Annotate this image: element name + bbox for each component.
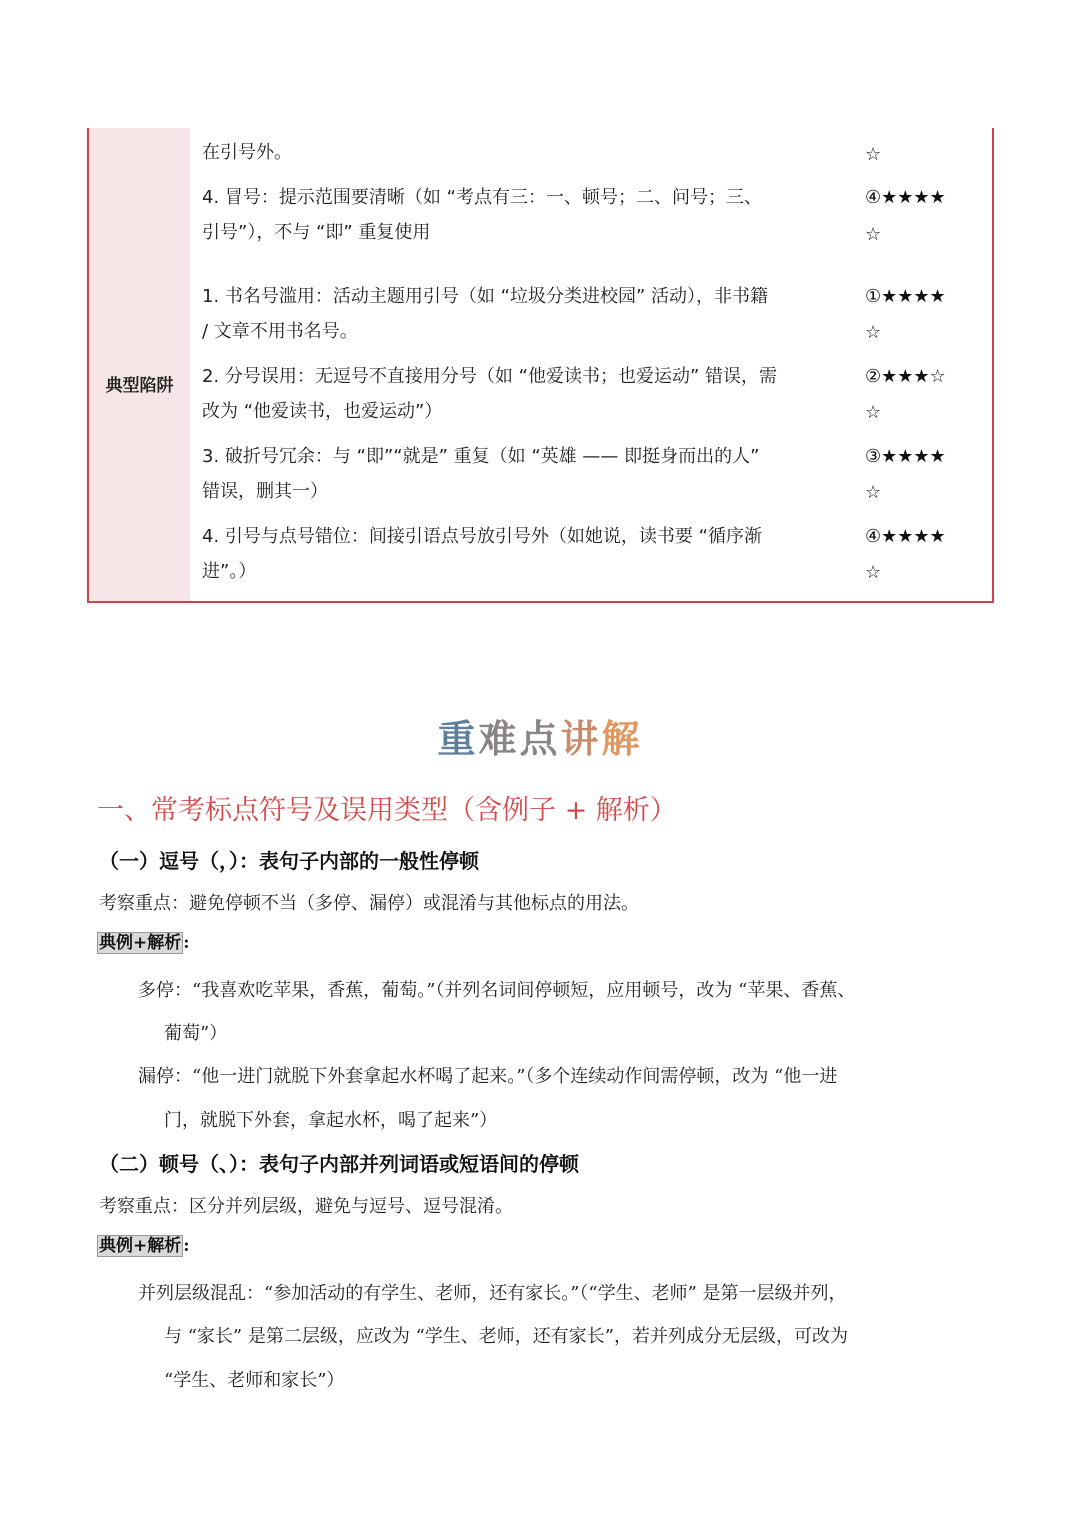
focus-comma: 考察重点：避免停顿不当（多停、漏停）或混淆与其他标点的用法。 xyxy=(99,893,639,914)
example-line: 门，就脱下外套，拿起水杯，喝了起来”） xyxy=(164,1110,498,1131)
table-line: / 文章不用书名号。 xyxy=(202,321,358,342)
title-char: 重 xyxy=(437,717,479,761)
table-line: 错误，删其一） xyxy=(202,481,328,502)
rating: ☆ xyxy=(865,402,882,423)
rating: ④★★★★ xyxy=(865,526,946,547)
title-char: 难 xyxy=(478,717,520,761)
punctuation-table xyxy=(87,128,994,603)
table-line: 2. 分号误用：无逗号不直接用分号（如 “他爱读书；也爱运动” 错误，需 xyxy=(202,366,777,387)
heading-dun: （二）顿号（、）：表句子内部并列词语或短语间的停顿 xyxy=(99,1152,579,1176)
example-line: 与 “家长” 是第二层级，应改为 “学生、老师，还有家长”，若并列成分无层级，可改为 xyxy=(164,1326,848,1347)
rating: ③★★★★ xyxy=(865,446,946,467)
example-tag-colon: : xyxy=(183,933,190,953)
title-char: 讲 xyxy=(560,717,602,761)
rating: ②★★★☆ xyxy=(865,366,946,387)
example-tag xyxy=(97,931,190,955)
table-line: 4. 引号与点号错位：间接引语点号放引号外（如她说，读书要 “循序渐 xyxy=(202,526,762,547)
table-line: 1. 书名号滥用：活动主题用引号（如 “垃圾分类进校园” 活动），非书籍 xyxy=(202,286,768,307)
table-line: 进”。） xyxy=(202,561,257,582)
table-line: 4. 冒号：提示范围要清晰（如 “考点有三：一、顿号；二、问号；三、 xyxy=(202,187,762,208)
title-char: 点 xyxy=(519,717,561,761)
traps-label: 典型陷阱 xyxy=(105,376,174,396)
example-tag-label: 典例+解析 xyxy=(99,1236,182,1256)
example-line: 并列层级混乱：“参加活动的有学生、老师，还有家长。”（“学生、老师” 是第一层级并列， xyxy=(138,1283,847,1304)
table-line: 在引号外。 xyxy=(202,142,292,163)
example-tag xyxy=(97,1234,190,1258)
table-line: 3. 破折号冗余：与 “即”“就是” 重复（如 “英雄 —— 即挺身而出的人” xyxy=(202,446,760,467)
section-title xyxy=(0,708,1080,763)
example-line: “学生、老师和家长”） xyxy=(164,1370,345,1391)
table-label-cell xyxy=(89,259,190,601)
example-line: 漏停：“他一进门就脱下外套拿起水杯喝了起来。”（多个连续动作间需停顿，改为 “他一进 xyxy=(138,1066,838,1087)
rating: ☆ xyxy=(865,224,882,245)
example-tag-colon: : xyxy=(183,1236,190,1256)
rating: ☆ xyxy=(865,322,882,343)
title-char: 解 xyxy=(601,717,643,761)
rating: ④★★★★ xyxy=(865,187,946,208)
heading-level-1: 一、常考标点符号及误用类型（含例子 + 解析） xyxy=(97,795,677,826)
heading-comma: （一）逗号（，）：表句子内部的一般性停顿 xyxy=(99,849,479,873)
table-label-cell-top xyxy=(89,128,190,259)
example-line: 葡萄”） xyxy=(164,1023,228,1044)
table-line: 引号”），不与 “即” 重复使用 xyxy=(202,222,431,243)
rating: ☆ xyxy=(865,482,882,503)
rating: ☆ xyxy=(865,562,882,583)
example-tag-label: 典例+解析 xyxy=(99,933,182,953)
rating: ①★★★★ xyxy=(865,286,946,307)
table-line: 改为 “他爱读书，也爱运动”） xyxy=(202,401,443,422)
rating: ☆ xyxy=(865,144,882,165)
example-line: 多停：“我喜欢吃苹果，香蕉，葡萄。”（并列名词间停顿短，应用顿号，改为 “苹果、香蕉、 xyxy=(138,980,856,1001)
focus-dun: 考察重点：区分并列层级，避免与逗号、逗号混淆。 xyxy=(99,1196,513,1217)
